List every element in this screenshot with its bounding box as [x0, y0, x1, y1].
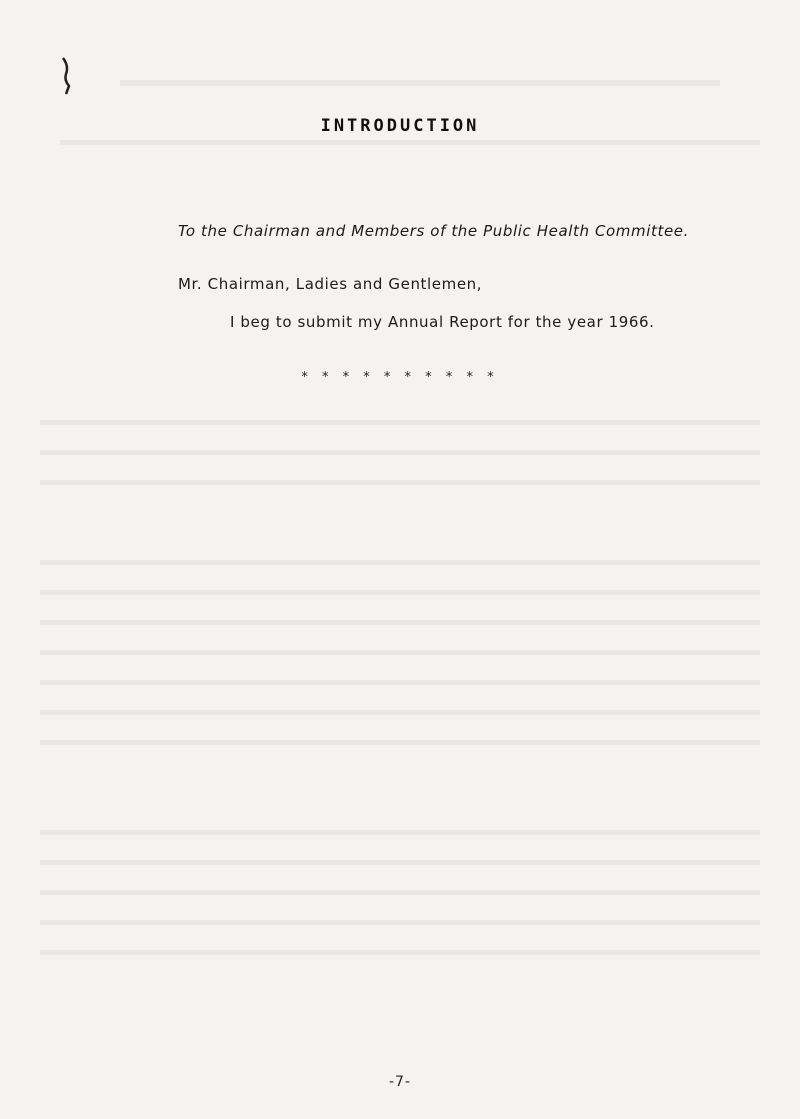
page-title: INTRODUCTION: [320, 116, 480, 136]
salutation-line: Mr. Chairman, Ladies and Gentlemen,: [178, 275, 483, 293]
corner-mark-icon: [60, 56, 74, 96]
addressee-line: To the Chairman and Members of the Public Health Committee.: [178, 222, 689, 240]
section-separator: * * * * * * * * * *: [301, 370, 499, 385]
page-number: -7-: [388, 1074, 411, 1090]
opening-paragraph: I beg to submit my Annual Report for the year 1966.: [230, 313, 655, 331]
